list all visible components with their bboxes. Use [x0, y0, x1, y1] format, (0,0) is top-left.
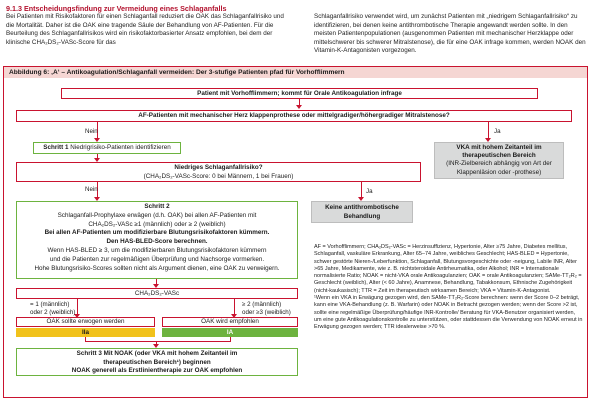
class-ia-badge: IA [162, 328, 298, 337]
no-therapy-line1: Keine antithrombotische [325, 204, 399, 211]
left-branch-line2: oder 2 (weiblich) [30, 308, 76, 316]
oak-recommended-box: OAK wird empfohlen [162, 317, 298, 327]
yes-label: Ja [494, 128, 501, 135]
step3-title: Schritt 3 [76, 350, 102, 357]
low-risk-question: Niedriges Schlaganfallrisiko? [174, 164, 263, 171]
no-therapy-line2: Behandlung [343, 213, 381, 220]
vka-line2: therapeutischen Bereich [462, 152, 536, 160]
arrow-head [296, 105, 302, 109]
figure-6 [3, 66, 588, 398]
step2-line7: Hohe Blutungsrisiko-Scores sollten nicht als Argument dienen, eine OAK zu verweigern. [34, 264, 280, 272]
footnote-text: ¹Wenn ein VKA in Erwägung gezogen wird, den SAMe-TT₂R₂-Score berechnen: wenn der Score 0–2 beträgt, kann eine VKA-Behandlung (z. B. Warfarin) oder NOAK in Betracht gezogen werden; wenn der Score >2 ist, sollte eine regelmäßige Überprüfung/häufige INR-Kontrolle/ Beratung für VKA-Benutzer organisiert werden, um eine gute Antikoagulationskontrolle zu unterstützen, oder stattdessen die Verwendung von NOAK erneut in Erwägung gezogen werden; TTR idealerweise >70 %. [314, 295, 583, 331]
step2-title: Schritt 2 [144, 203, 170, 210]
oak-consider-box: OAK sollte erwogen werden [16, 317, 155, 327]
no-therapy-box [311, 201, 413, 223]
mechanical-valve-question-box: AF-Patienten mit mechanischer Herz klappenprothese oder mittelgradiger/höhergradiger Mitralstenose? [16, 110, 572, 122]
figure-legend [314, 244, 584, 332]
step3-box [16, 348, 298, 376]
right-branch-line1: ≥ 2 (männlich) [242, 301, 282, 308]
step1-text: Niedrigrisiko-Patienten identifizieren [68, 144, 171, 151]
cha2ds2-vasc-box: CHA₂DS₂-VASc [16, 288, 298, 299]
step3-line3: NOAK generell als Erstlinientherapie zur OAK empfohlen [71, 367, 243, 375]
no-label: Nein [85, 128, 98, 135]
intro-text-left: Bei Patienten mit Risikofaktoren für einen Schlaganfall reduziert die OAK das Schlaganfallrisiko und die Mortalität. Daher ist die OAK eine tragende Säule der Behandlung von AF-Patienten. Für die Beurteilung des Schlaganfallrisikos wird ein risikofaktorbasierter Ansatz empfohlen, bei dem der klinische CHA₂DS₂-VASc-Score für das [6, 13, 284, 46]
abbreviations-text: AF = Vorhofflimmern; CHA₂DS₂-VASc = Herzinsuffizienz, Hypertonie, Alter ≥75 Jahre, Diabetes mellitus, Schlaganfall, vaskuläre Erkrankung, Alter 65–74 Jahre, weibliches Geschlecht; HAS-BLED = Hypertonie, schwer gestörte Nieren-/Leberfunktion, Schlaganfall, Blutungsvorgeschichte oder -neigung, Labile INR, Alter >65 Jahre, Medikamente, wie z. B. nichtsteroidale Antirheumatika, oder Alkohol; INR = Internationale normalisierte Ratio; NOAK = nicht-VKA orale Antikoagulanzien; OAK = orale Antikoagulanzien; SAMe-TT₂R₂ = Geschlecht (weiblich), Alter (< 60 Jahre), Anamnese, Behandlung, Tabakkonsum, Ethnische Zugehörigkeit (nicht-kaukasisch); TTR = Zeit im therapeutisch wirksamen Bereich; VKA = Vitamin-K-Antagonist. [314, 244, 582, 294]
left-branch-line1: = 1 (männlich) [30, 301, 70, 308]
intro-text-right: Schlaganfallrisiko verwendet wird, um zunächst Patienten mit „niedrigem Schlaganfallrisiko“ zu identifizieren, bei denen keine antithrombotische Therapie angewandt werden sollte. In den meisten Patientenpopulationen (ausgenommen Patienten mit mechanischer Herzklappe oder mittelschwerer bis schwerer Mitralstenose), die für eine OAK infrage kommen, werden NOAK den Vitamin-K-Antagonisten vorgezogen. [314, 13, 586, 55]
vka-line4: Klappenläsion oder -prothese) [456, 168, 542, 176]
right-branch-line2: oder ≥3 (weiblich) [242, 308, 291, 316]
section-title: 9.1.3 Entscheidungsfindung zur Vermeidung eines Schlaganfalls [6, 4, 227, 13]
left-branch-label [30, 301, 75, 316]
low-risk-question-box [16, 162, 421, 182]
figure-title: Abbildung 6: ‚A‘ – Antikoagulation/Schlaganfall vermeiden: Der 3-stufige Patienten pfad für Vorhofflimmern [9, 68, 345, 76]
vka-line1: VKA mit hohem Zeitanteil im [456, 144, 542, 151]
figure-title-bar [4, 67, 587, 78]
step3-line2: therapeutischen Bereich¹) beginnen [103, 358, 211, 366]
step1-title: Schritt 1 [43, 144, 69, 151]
connector [85, 341, 231, 342]
step2-line4: Den HAS-BLED-Score berechnen. [106, 238, 208, 246]
right-branch-label [242, 301, 291, 316]
step2-line3: Bei allen AF-Patienten um modifizierbare Blutungsrisikofaktoren kümmern. [44, 229, 270, 237]
step3-line1: Mit NOAK (oder VKA mit hohem Zeitanteil im [101, 350, 238, 357]
step2-line5: Wenn HAS-BLED ≥ 3, um die modifizierbaren Blutungsrisikofaktoren kümmern [47, 246, 267, 254]
step2-line6: und die Patienten zur regelmäßigen Überprüfung und Nachsorge vormerken. [49, 255, 265, 263]
vka-box [434, 142, 564, 179]
step2-line1: Schlaganfall-Prophylaxe erwägen (d.h. OAK) bei allen AF-Patienten mit [57, 211, 257, 219]
start-box: Patient mit Vorhofflimmern; kommt für Orale Antikoagulation infrage [61, 88, 538, 99]
step1-box [33, 142, 181, 154]
low-risk-criteria: (CHA₂DS₂-VASc-Score: 0 bei Männern, 1 bei Frauen) [143, 172, 294, 180]
vka-line3: (INR-Zielbereich abhängig von Art der [446, 160, 552, 168]
step2-box [16, 201, 298, 279]
step2-line2: CHA₂DS₂-VASc ≥1 (männlich) oder ≥ 2 (weiblich) [88, 220, 226, 228]
class-iia-badge: IIa [16, 328, 155, 337]
yes-label: Ja [366, 188, 373, 195]
no-label: Nein [85, 186, 98, 193]
